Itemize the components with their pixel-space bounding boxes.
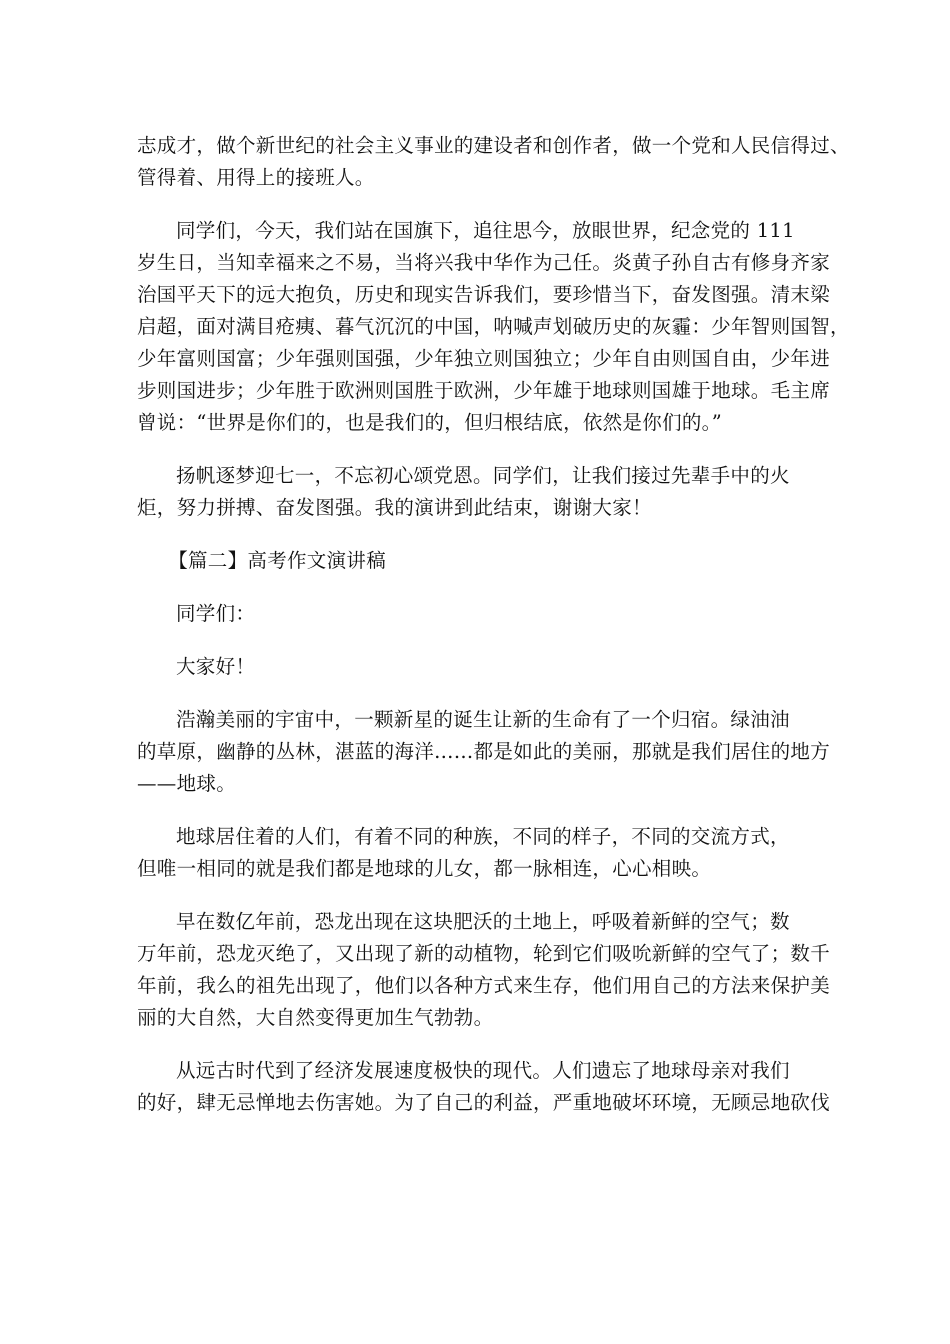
text-line: 丽的大自然，大自然变得更加生气勃勃。 (137, 1006, 494, 1029)
paragraph-universe (137, 704, 831, 800)
text-line: 扬帆逐梦迎七一，不忘初心颂党恩。同学们，让我们接过先辈手中的火 (176, 464, 790, 487)
section-heading (137, 545, 815, 577)
text-line: 岁生日，当知幸福来之不易，当将兴我中华作为己任。炎黄子孙自古有修身齐家 (137, 251, 831, 274)
text-line: 启超，面对满目疮痍、暮气沉沉的中国，呐喊声划破历史的灰霾：少年智则国智， (137, 315, 850, 338)
text-line: 的好，肆无忌惮地去伤害她。为了自己的利益，严重地破坏环境，无顾忌地砍伐 (137, 1091, 831, 1114)
text-line: 大家好！ (176, 655, 256, 678)
paragraph-closing (137, 460, 815, 524)
heading-line: 【篇二】高考作文演讲稿 (168, 549, 386, 572)
text-line: 年前，我么的祖先出现了，他们以各种方式来生存，他们用自己的方法来保护美 (137, 974, 831, 997)
paragraph-history (137, 906, 831, 1034)
text-line: 少年富则国富；少年强则国强，少年独立则国独立；少年自由则国自由，少年进 (137, 347, 831, 370)
text-line: 的草原，幽静的丛林，湛蓝的海洋……都是如此的美丽，那就是我们居住的地方 (137, 740, 831, 763)
text-line: 炬，努力拼搏、奋发图强。我的演讲到此结束，谢谢大家！ (137, 496, 652, 519)
paragraph-salutation (137, 598, 815, 630)
text-line: 早在数亿年前，恐龙出现在这块肥沃的土地上，呼吸着新鲜的空气；数 (176, 910, 790, 933)
text-line: 志成才，做个新世纪的社会主义事业的建设者和创作者，做一个党和人民信得过、 (137, 134, 850, 157)
text-line: 从远古时代到了经济发展速度极快的现代。人们遗忘了地球母亲对我们 (176, 1059, 790, 1082)
text-line: 治国平天下的远大抱负，历史和现实告诉我们，要珍惜当下，奋发图强。清末梁 (137, 283, 831, 306)
text-line: 同学们，今天，我们站在国旗下，追往思今，放眼世界，纪念党的 111 (176, 219, 795, 242)
text-line: 浩瀚美丽的宇宙中，一颗新星的诞生让新的生命有了一个归宿。绿油油 (176, 708, 790, 731)
paragraph-people (137, 821, 815, 885)
text-line: 地球居住着的人们，有着不同的种族，不同的样子，不同的交流方式， (176, 825, 790, 848)
paragraph-greeting (137, 651, 815, 683)
text-line: 万年前，恐龙灭绝了，又出现了新的动植物，轮到它们吸吮新鲜的空气了；数千 (137, 942, 831, 965)
paragraph-modern (137, 1055, 831, 1119)
document-body (137, 130, 850, 1119)
text-line: 管得着、用得上的接班人。 (137, 166, 375, 189)
paragraph-continuation (137, 130, 850, 194)
text-line: 同学们： (176, 602, 256, 625)
text-line: ——地球。 (137, 772, 236, 795)
text-line: 步则国进步；少年胜于欧洲则国胜于欧洲，少年雄于地球则国雄于地球。毛主席 (137, 379, 831, 402)
text-line: 但唯一相同的就是我们都是地球的儿女，都一脉相连，心心相映。 (137, 857, 712, 880)
paragraph-anniversary (137, 215, 850, 439)
text-line: 曾说：“世界是你们的，也是我们的，但归根结底，依然是你们的。” (137, 411, 722, 434)
